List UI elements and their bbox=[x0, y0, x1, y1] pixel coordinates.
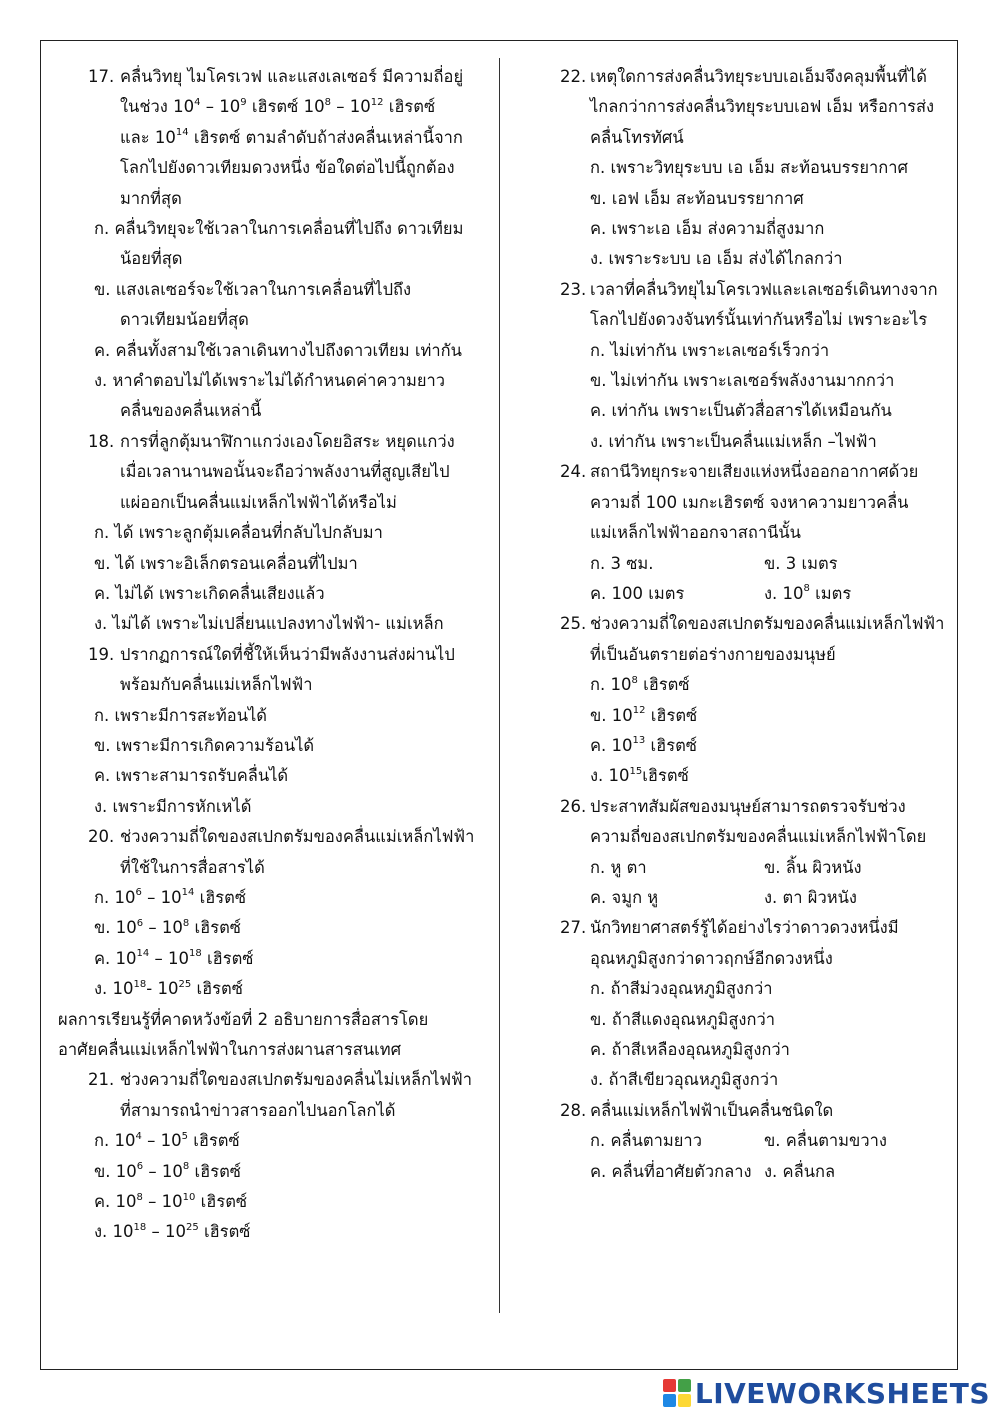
logo-square bbox=[663, 1379, 676, 1392]
question-text-line: มากที่สุด bbox=[120, 188, 182, 208]
exponent: 25 bbox=[178, 978, 192, 990]
text-segment: เมตร bbox=[809, 583, 852, 603]
exponent: 8 bbox=[182, 1161, 190, 1173]
question-20 bbox=[58, 822, 478, 883]
text-segment: ง. 10 bbox=[94, 979, 134, 999]
text-segment: - 10 bbox=[146, 979, 179, 999]
text-segment: เฮิรตซ์ bbox=[191, 979, 243, 999]
question-text-line: ช่วงความถี่ใดของสเปกตรัมของคลื่นไม่เหล็กไฟฟ้า bbox=[120, 1070, 472, 1090]
question-23 bbox=[560, 275, 945, 336]
left-column bbox=[58, 62, 478, 1248]
text-segment: เฮิรตซ์ bbox=[201, 948, 254, 968]
exponent: 14 bbox=[181, 887, 195, 899]
question-number: 25. bbox=[560, 614, 587, 634]
exponent: 8 bbox=[136, 1191, 143, 1203]
question-text-line: คลื่นวิทยุ ไมโครเวฟ และแสงเลเซอร์ มีความถี่อยู่ bbox=[120, 67, 464, 86]
option-c[interactable]: ค. เพราะสามารถรับคลื่นได้ bbox=[94, 766, 289, 786]
option-a[interactable]: ก. 3 ซม. bbox=[590, 553, 654, 573]
option-a[interactable]: ก. เพราะมีการสะท้อนได้ bbox=[94, 705, 267, 725]
exponent: 5 bbox=[181, 1130, 188, 1142]
objective-line: ผลการเรียนรู้ที่คาดหวังข้อที่ 2 อธิบายการสื่อสารโดย bbox=[58, 1009, 429, 1029]
question-number: 27. bbox=[560, 918, 587, 938]
text-segment: ง. 10 bbox=[764, 583, 804, 603]
question-number: 23. bbox=[560, 279, 587, 299]
question-number: 28. bbox=[560, 1100, 587, 1120]
text-segment: เฮิรตซ์ bbox=[194, 887, 247, 907]
text-segment: ก. 10 bbox=[94, 1131, 136, 1151]
exponent: 4 bbox=[194, 96, 201, 108]
option-c[interactable]: ค. เท่ากัน เพราะเป็นตัวสื่อสารได้เหมือนกัน bbox=[590, 401, 892, 421]
option-c[interactable]: ค. ไม่ได้ เพราะเกิดคลื่นเสียงแล้ว bbox=[94, 583, 325, 603]
option-c[interactable]: ค. เพราะเอ เอ็ม ส่งความถี่สูงมาก bbox=[590, 219, 825, 239]
text-segment: – 10 bbox=[146, 1222, 187, 1242]
logo-square bbox=[678, 1379, 691, 1392]
question-text-line: ช่วงความถี่ใดของสเปกตรัมของคลื่นแม่เหล็กไฟฟ้า bbox=[590, 614, 945, 634]
exponent: 4 bbox=[135, 1130, 142, 1142]
question-26 bbox=[560, 792, 945, 853]
question-text-line: ที่เป็นอันตรายต่อร่างกายของมนุษย์ bbox=[590, 644, 836, 664]
liveworksheets-logo bbox=[663, 1375, 990, 1411]
option-a[interactable]: ก. หู ตา bbox=[590, 857, 647, 877]
option-a[interactable]: ก. เพราะวิทยุระบบ เอ เอ็ม สะท้อนบรรยากาศ bbox=[590, 158, 909, 178]
option-d[interactable]: ง. หาคำตอบไม่ได้เพราะไม่ได้กำหนดค่าความยาว คลื่นของคลื่นเหล่านี้ bbox=[94, 371, 446, 421]
option-d[interactable] bbox=[764, 579, 851, 609]
logo-mark-icon bbox=[663, 1379, 691, 1407]
option-a[interactable] bbox=[560, 670, 945, 700]
option-d[interactable] bbox=[58, 974, 478, 1004]
text-segment: ง. 10 bbox=[590, 766, 630, 786]
option-c[interactable] bbox=[560, 731, 945, 761]
option-row bbox=[560, 883, 945, 913]
question-text-line: โลกไปยังดาวเทียมดวงหนึ่ง ข้อใดต่อไปนี้ถูกต้อง bbox=[120, 158, 455, 178]
question-text-line: พร้อมกับคลื่นแม่เหล็กไฟฟ้า bbox=[120, 675, 313, 695]
question-21 bbox=[58, 1065, 478, 1126]
question-number: 20. bbox=[88, 827, 115, 847]
question-number: 21. bbox=[88, 1070, 115, 1090]
option-a[interactable]: ก. คลื่นวิทยุจะใช้เวลาในการเคลื่อนที่ไปถึง ดาวเทียมน้อยที่สุด bbox=[94, 219, 464, 269]
text-segment: ในช่วง 10 bbox=[120, 97, 195, 117]
question-text-line: โลกไปยังดวงจันทร์นั้นเท่ากันหรือไม่ เพราะอะไร bbox=[590, 310, 928, 330]
option-d[interactable]: ง. เท่ากัน เพราะเป็นคลื่นแม่เหล็ก –ไฟฟ้า bbox=[590, 431, 877, 451]
option-a[interactable] bbox=[58, 883, 478, 913]
option-b[interactable]: ข. ไม่เท่ากัน เพราะเลเซอร์พลังงานมากกว่า bbox=[590, 371, 895, 391]
exponent: 8 bbox=[631, 674, 638, 686]
option-row bbox=[560, 579, 945, 609]
exponent: 12 bbox=[632, 705, 646, 717]
option-b[interactable] bbox=[58, 1157, 478, 1187]
question-text-line: อุณหภูมิสูงกว่าดาวฤกษ์อีกดวงหนึ่ง bbox=[590, 948, 833, 968]
option-b[interactable]: ข. 3 เมตร bbox=[764, 553, 838, 573]
question-25 bbox=[560, 609, 945, 670]
column-divider bbox=[499, 58, 500, 1313]
option-a[interactable]: ก. ไม่เท่ากัน เพราะเลเซอร์เร็วกว่า bbox=[590, 340, 830, 360]
text-segment: เฮิรตซ์ bbox=[642, 766, 689, 786]
question-number: 17. bbox=[88, 67, 115, 86]
text-segment: ข. 10 bbox=[94, 918, 137, 938]
option-d[interactable]: ง. ถ้าสีเขียวอุณหภูมิสูงกว่า bbox=[590, 1070, 779, 1090]
question-text-line: เหตุใดการส่งคลื่นวิทยุระบบเอเอ็มจึงคลุมพื้นที่ได้ bbox=[590, 67, 927, 86]
question-text-line: แม่เหล็กไฟฟ้าออกจาสถานีนั้น bbox=[590, 523, 801, 543]
exponent: 12 bbox=[370, 96, 384, 108]
text-segment: ค. 10 bbox=[590, 735, 633, 755]
text-segment: เฮิรตซ์ bbox=[645, 705, 698, 725]
text-segment: เฮิรตซ์ bbox=[195, 1192, 248, 1212]
question-text-line: ความถี่ 100 เมกะเฮิรตซ์ จงหาความยาวคลื่น bbox=[590, 492, 909, 512]
text-segment: เฮิรตซ์ bbox=[645, 735, 697, 755]
option-b[interactable]: ข. แสงเลเซอร์จะใช้เวลาในการเคลื่อนที่ไปถึง ดาวเทียมน้อยที่สุด bbox=[94, 279, 412, 330]
exponent: 9 bbox=[240, 96, 247, 108]
option-c[interactable] bbox=[58, 944, 478, 974]
question-text-line: เมื่อเวลานานพอนั้นจะถือว่าพลังงานที่สูญเสียไป bbox=[120, 462, 450, 482]
option-c[interactable]: ค. คลื่นทั้งสามใช้เวลาเดินทางไปถึงดาวเทียม เท่ากัน bbox=[94, 340, 462, 360]
text-segment: ค. 10 bbox=[94, 948, 137, 968]
text-segment: ข. 10 bbox=[590, 705, 633, 725]
option-b[interactable]: ข. เพราะมีการเกิดความร้อนได้ bbox=[94, 735, 315, 755]
text-segment: – 10 bbox=[143, 1161, 183, 1181]
exponent: 18 bbox=[133, 978, 147, 990]
text-segment: – 10 bbox=[143, 918, 183, 938]
option-row bbox=[560, 549, 945, 579]
option-d[interactable] bbox=[560, 761, 945, 791]
option-a[interactable]: ก. ถ้าสีม่วงอุณหภูมิสูงกว่า bbox=[590, 979, 773, 999]
exponent: 14 bbox=[175, 127, 189, 139]
text-segment: ค. 10 bbox=[94, 1192, 137, 1212]
logo-square bbox=[678, 1394, 691, 1407]
exponent: 8 bbox=[324, 96, 331, 108]
exponent: 8 bbox=[182, 917, 190, 929]
option-d[interactable]: ง. คลื่นกล bbox=[764, 1161, 836, 1181]
option-c[interactable]: ค. ถ้าสีเหลืองอุณหภูมิสูงกว่า bbox=[590, 1040, 790, 1059]
question-text-line: ที่ใช้ในการสื่อสารได้ bbox=[120, 857, 265, 877]
question-text-line: แผ่ออกเป็นคลื่นแม่เหล็กไฟฟ้าได้หรือไม่ bbox=[120, 492, 397, 512]
question-24 bbox=[560, 457, 945, 548]
option-c[interactable]: ค. จมูก หู bbox=[590, 887, 659, 907]
question-text-line: ประสาทสัมผัสของมนุษย์สามารถตรวจรับช่วง bbox=[590, 796, 906, 816]
text-segment: – 10 bbox=[141, 1131, 182, 1151]
question-number: 26. bbox=[560, 796, 587, 816]
option-row bbox=[560, 1157, 945, 1187]
option-b[interactable]: ข. ถ้าสีแดงอุณหภูมิสูงกว่า bbox=[590, 1009, 775, 1029]
text-segment: เฮิรตซ์ bbox=[187, 1131, 240, 1151]
logo-text: LIVEWORKSHEETS bbox=[694, 1376, 990, 1410]
question-text-line: ที่สามารถนำข่าวสารออกไปนอกโลกได้ bbox=[120, 1100, 396, 1120]
question-27 bbox=[560, 913, 945, 974]
option-row bbox=[560, 1126, 945, 1156]
question-text-line: ปรากฏการณ์ใดที่ชี้ให้เห็นว่ามีพลังงานส่งผ่านไป bbox=[120, 644, 455, 664]
question-18 bbox=[58, 427, 478, 518]
text-segment: เฮิรตซ์ 10 bbox=[246, 97, 325, 117]
text-segment: – 10 bbox=[200, 97, 241, 117]
option-row bbox=[560, 853, 945, 883]
text-segment: – 10 bbox=[141, 887, 182, 907]
text-segment: – 10 bbox=[149, 948, 190, 968]
question-text-line bbox=[120, 92, 478, 122]
option-b[interactable]: ข. เอฟ เอ็ม สะท้อนบรรยากาศ bbox=[590, 188, 804, 208]
option-b[interactable]: ข. คลื่นตามขวาง bbox=[764, 1131, 887, 1151]
question-number: 19. bbox=[88, 644, 115, 664]
exponent: 10 bbox=[182, 1191, 196, 1203]
question-28 bbox=[560, 1096, 945, 1126]
question-22 bbox=[560, 62, 945, 153]
text-segment: – 10 bbox=[330, 97, 371, 117]
question-text-line: เวลาที่คลื่นวิทยุไมโครเวฟและเลเซอร์เดินทางจาก bbox=[590, 279, 938, 299]
text-segment: – 10 bbox=[142, 1192, 183, 1212]
exponent: 6 bbox=[136, 917, 144, 929]
option-a[interactable]: ก. คลื่นตามยาว bbox=[590, 1131, 702, 1151]
text-segment: เฮิรตซ์ bbox=[198, 1222, 251, 1242]
option-d[interactable] bbox=[58, 1217, 478, 1247]
objective-line: อาศัยคลื่นแม่เหล็กไฟฟ้าในการส่งผานสารสนเทศ bbox=[58, 1040, 402, 1059]
text-segment: ข. 10 bbox=[94, 1161, 137, 1181]
text-segment: ง. 10 bbox=[94, 1222, 134, 1242]
option-b[interactable]: ข. ลิ้น ผิวหนัง bbox=[764, 857, 862, 877]
question-text-line: คลื่นโทรทัศน์ bbox=[590, 127, 684, 147]
question-text-line: คลื่นแม่เหล็กไฟฟ้าเป็นคลื่นชนิดใด bbox=[590, 1100, 834, 1120]
right-column bbox=[560, 62, 945, 1187]
option-b[interactable] bbox=[58, 913, 478, 943]
exponent: 6 bbox=[135, 887, 142, 899]
option-b[interactable]: ข. ได้ เพราะอิเล็กตรอนเคลื่อนที่ไปมา bbox=[94, 553, 358, 573]
text-segment: เฮิรตซ์ bbox=[383, 97, 436, 117]
exponent: 18 bbox=[133, 1221, 147, 1233]
text-segment: ก. 10 bbox=[94, 887, 136, 907]
question-text-line: นักวิทยาศาสตร์รู้ได้อย่างไรว่าดาวดวงหนึ่งมี bbox=[590, 918, 899, 938]
question-text-line: ไกลกว่าการส่งคลื่นวิทยุระบบเอฟ เอ็ม หรือการส่ง bbox=[590, 97, 935, 117]
text-segment: เฮิรตซ์ bbox=[637, 675, 690, 695]
question-text-line: สถานีวิทยุกระจายเสียงแห่งหนึ่งออกอากาศด้วย bbox=[590, 462, 919, 482]
text-segment: เฮิรตซ์ bbox=[189, 1161, 241, 1181]
option-d[interactable]: ง. เพราะมีการหักเหได้ bbox=[94, 796, 252, 816]
exponent: 15 bbox=[629, 765, 643, 777]
exponent: 25 bbox=[186, 1221, 199, 1233]
text-segment: เฮิรตซ์ bbox=[189, 918, 241, 938]
question-text-line: การที่ลูกตุ้มนาฬิกาแกว่งเองโดยอิสระ หยุดแกว่ง bbox=[120, 431, 455, 451]
text-segment: เฮิรตซ์ ตามลำดับถ้าส่งคลื่นเหล่านี้จาก bbox=[188, 127, 463, 147]
option-b[interactable] bbox=[560, 701, 945, 731]
text-segment: และ 10 bbox=[120, 127, 176, 147]
question-17 bbox=[58, 62, 478, 214]
exponent: 13 bbox=[632, 735, 646, 747]
option-d[interactable]: ง. เพราะระบบ เอ เอ็ม ส่งได้ไกลกว่า bbox=[590, 249, 843, 269]
question-number: 18. bbox=[88, 431, 115, 451]
question-number: 24. bbox=[560, 462, 587, 482]
question-text-line bbox=[120, 123, 478, 153]
option-c[interactable]: ค. คลื่นที่อาศัยตัวกลาง bbox=[590, 1161, 752, 1181]
option-a[interactable] bbox=[58, 1126, 478, 1156]
question-text-line: ช่วงความถี่ใดของสเปกตรัมของคลื่นแม่เหล็กไฟฟ้า bbox=[120, 827, 475, 847]
option-c[interactable] bbox=[58, 1187, 478, 1217]
question-number: 22. bbox=[560, 67, 587, 86]
learning-objective bbox=[58, 1005, 478, 1066]
text-segment: ก. 10 bbox=[590, 675, 632, 695]
exponent: 8 bbox=[803, 583, 810, 595]
option-d[interactable]: ง. ไม่ได้ เพราะไม่เปลี่ยนแปลงทางไฟฟ้า- แม่เหล็ก bbox=[94, 614, 444, 634]
question-19 bbox=[58, 640, 478, 701]
exponent: 14 bbox=[136, 948, 150, 960]
logo-square bbox=[663, 1394, 676, 1407]
exponent: 6 bbox=[136, 1161, 144, 1173]
question-text-line: ความถี่ของสเปกตรัมของคลื่นแม่เหล็กไฟฟ้าโดย bbox=[590, 827, 927, 847]
option-c[interactable]: ค. 100 เมตร bbox=[590, 583, 685, 603]
option-d[interactable]: ง. ตา ผิวหนัง bbox=[764, 887, 857, 907]
option-a[interactable]: ก. ได้ เพราะลูกตุ้มเคลื่อนที่กลับไปกลับมา bbox=[94, 523, 383, 543]
exponent: 18 bbox=[189, 948, 202, 960]
